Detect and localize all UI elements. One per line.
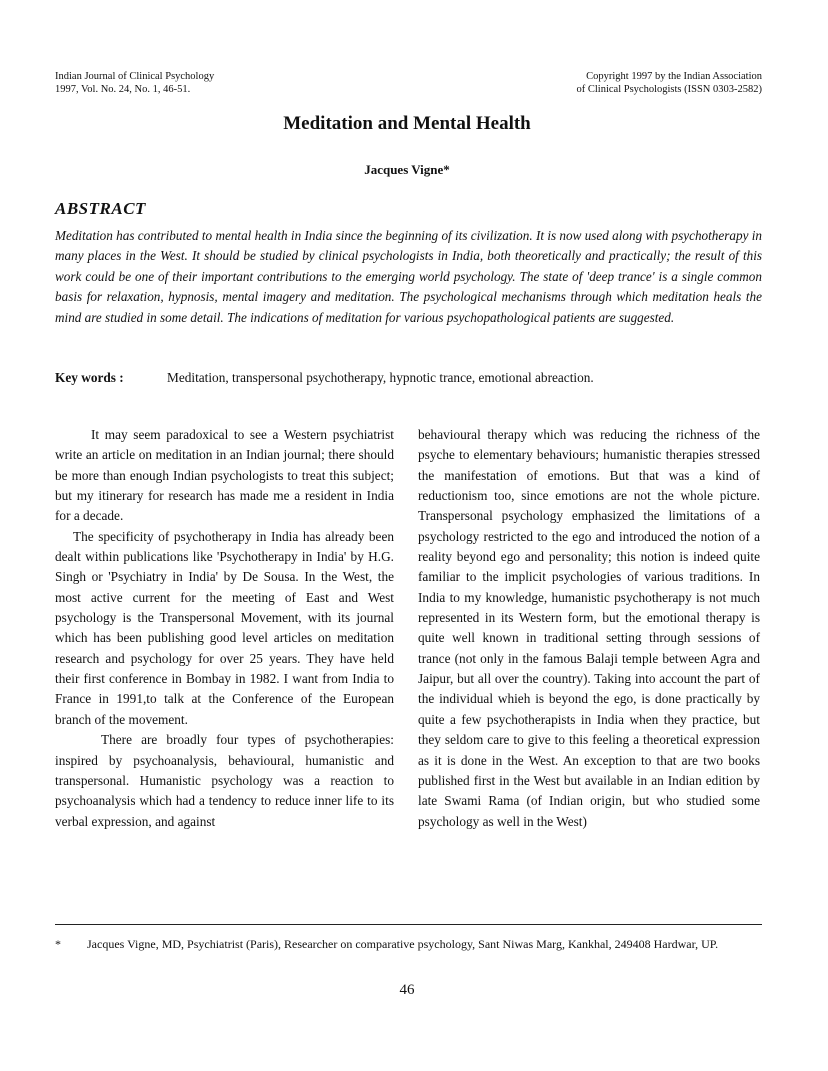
body-paragraph: The specificity of psychotherapy in India has already been dealt within publications like 'Psychotherapy in India' by H.G. Singh or 'Psychiatry in India' by De Sousa. In the West, the most active current for the meeting of East and West psychology is the Transpersonal Movement, with its journal which has been publishing good level articles on meditation research and psychology for over 25 years. They have held their first conference in Bombay in 1982. I want from India to France in 1991,to talk at the Conference of the European branch of the movement. [55,528,394,727]
keywords-line [55,370,775,386]
abstract-heading: ABSTRACT [55,199,146,218]
copyright-line-1: Copyright 1997 by the Indian Association [586,71,762,82]
journal-name: Indian Journal of Clinical Psychology [55,71,215,82]
keywords-label: Key words : [55,370,124,385]
body-paragraph: There are broadly four types of psychotherapies: inspired by psychoanalysis, behavioural, humanistic and transpersonal. Humanistic psychology was a reaction to psychoanalysis which had a tendency to reduce inner life to its verbal expression, and against [55,732,394,829]
footnote-marker: * [55,937,61,951]
body-column-left [55,425,394,832]
abstract-text: Meditation has contributed to mental health in India since the beginning of its civilization. It is now used along with psychotherapy in many places in the West. It should be studied by clinical psychologists in India, both theoretically and practically; the result of this work could be one of their important contributions to the emerging world psychology. The state of 'deep trance' is a single common basis for relaxation, hypnosis, mental imagery and meditation. The psychological mechanisms through which meditation heals the mind are studied in some detail. The indications of meditation for various psychopathological patients are suggested. [55,228,762,325]
page-number: 46 [399,982,415,998]
body-paragraph: It may seem paradoxical to see a Western psychiatrist write an article on meditation in an Indian journal; there should be more than enough Indian psychologists to treat this subject; but my itinerary for research has made me a resident in India for a decade. [55,427,394,524]
footnote-text: Jacques Vigne, MD, Psychiatrist (Paris), Researcher on comparative psychology, Sant Niwas Marg, Kankhal, 249408 Hardwar, UP. [87,937,719,951]
paper-title: Meditation and Mental Health [283,113,531,134]
copyright-notice [442,70,762,96]
journal-citation [55,70,355,96]
keywords-value: Meditation, transpersonal psychotherapy, hypnotic trance, emotional abreaction. [167,370,594,385]
footnote-divider [55,924,762,925]
copyright-line-2: of Clinical Psychologists (ISSN 0303-2582) [576,84,762,95]
journal-volume: 1997, Vol. No. 24, No. 1, 46-51. [55,84,191,95]
body-column-right [418,425,760,832]
body-paragraph: behavioural therapy which was reducing the richness of the psyche to elementary behaviours; humanistic therapies stressed the manifestation of emotions. But that was a kind of reductionism too, since emotions are not the whole picture. Transpersonal psychology emphasized the limitations of a psychology restricted to the ego and introduced the notion of a reality beyond ego and personality; this notion is indeed quite familiar to the implicit psychologies of various traditions. In India to my knowledge, humanistic psychotherapy is not much represented in its Western form, but the emotional therapy is quite well known in traditional setting through sessions of trance (not only in the famous Balaji temple between Agra and Jaipur, but all over the country). Taking into account the part of the individual whieh is beyond the ego, is done practically by quite a few psychotherapists in India when they practice, but they seldom care to give to this feeling a theoretical expression as it is done in the West. An exception to that are two books published first in the West but available in an Indian edition by late Swami Rama (of Indian origin, but who studied some psychology as well in the West) [418,427,760,829]
author-name: Jacques Vigne* [364,162,450,177]
